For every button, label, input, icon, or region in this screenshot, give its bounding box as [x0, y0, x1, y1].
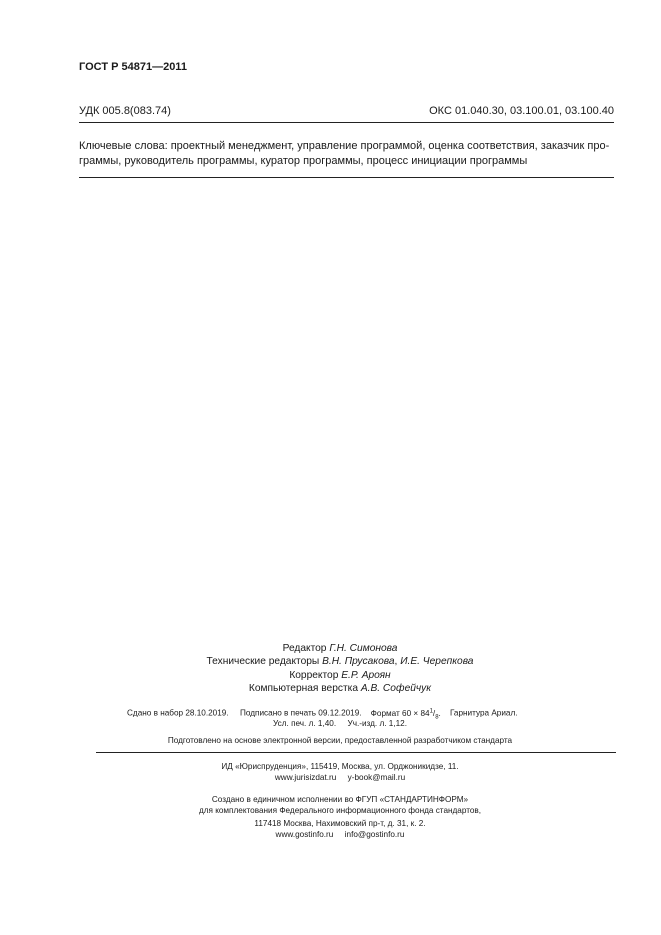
format-numerator: 1 [429, 708, 433, 714]
keywords [79, 139, 614, 169]
publisher-email: y-book@mail.ru [347, 773, 406, 782]
standard-number: ГОСТ Р 54871—2011 [79, 61, 187, 73]
prepared-note: Подготовлено на основе электронной версии, предоставленной разработчиком стандарта [167, 736, 513, 745]
producer-line-2: для комплектования Федерального информационного фонда стандартов, [198, 806, 482, 815]
format-prefix: Формат 60 × 84 [370, 708, 430, 718]
submitted-date: Сдано в набор 28.10.2019. [127, 708, 229, 718]
format-suffix: . [438, 708, 441, 718]
producer-line-1: Создано в единичном исполнении во ФГУП «СТАНДАРТИНФОРМ» [211, 795, 469, 804]
producer-address: 117418 Москва, Нахимовский пр-т, д. 31, к. 2. [254, 819, 426, 828]
keywords-line-2: граммы, руководитель программы, куратор программы, процесс инициации программы [79, 155, 528, 167]
producer-contacts [60, 830, 620, 839]
font-info: Гарнитура Ариал. [449, 708, 518, 718]
editor-name: Г.Н. Симонова [329, 643, 398, 654]
layout-line [60, 682, 620, 695]
signed-date: Подписано в печать 09.12.2019. [240, 708, 362, 718]
corrector-label: Корректор [289, 669, 339, 681]
corrector-name: Е.Р. Ароян [341, 669, 391, 681]
oks-code: ОКС 01.040.30, 03.100.01, 03.100.40 [429, 105, 614, 117]
credits-block [60, 642, 620, 695]
tech-editor-name-1: В.Н. Прусакова [322, 656, 395, 668]
paper-format: Формат $60 \times 84^1/_8$. [370, 708, 441, 721]
top-divider [79, 122, 614, 123]
publisher-address: ИД «Юриспруденция», 115419, Москва, ул. Орджоникидзе, 11. [221, 762, 459, 771]
imprint-divider [96, 752, 616, 753]
print-info-line-2 [60, 719, 620, 728]
publisher-contacts [60, 773, 620, 782]
tech-editor-name-2: И.Е. Черепкова [400, 656, 474, 668]
editor-line [60, 642, 620, 655]
tech-editors-label: Технические редакторы [206, 656, 320, 668]
keywords-line-1: Ключевые слова: проектный менеджмент, управление программой, оценка соответствия, заказчик про- [79, 140, 610, 152]
publisher-sheets: Уч.-изд. л. 1,12. [347, 719, 407, 728]
producer-site: www.gostinfo.ru [275, 830, 334, 839]
format-denominator: 8 [435, 714, 439, 721]
editor-label: Редактор [282, 643, 327, 654]
bottom-divider [79, 177, 614, 178]
printed-sheets: Усл. печ. л. 1,40. [273, 719, 337, 728]
udk-code: УДК 005.8(083.74) [79, 105, 171, 117]
producer-email: info@gostinfo.ru [344, 830, 405, 839]
publisher-site: www.jurisizdat.ru [274, 773, 337, 782]
layout-label: Компьютерная верстка [248, 682, 358, 694]
layout-name: А.В. Софейчук [360, 682, 432, 694]
tech-editors-line: Технические редакторы В.Н. Прусакова, И.Е. Черепкова [206, 656, 474, 668]
corrector-line [60, 669, 620, 682]
